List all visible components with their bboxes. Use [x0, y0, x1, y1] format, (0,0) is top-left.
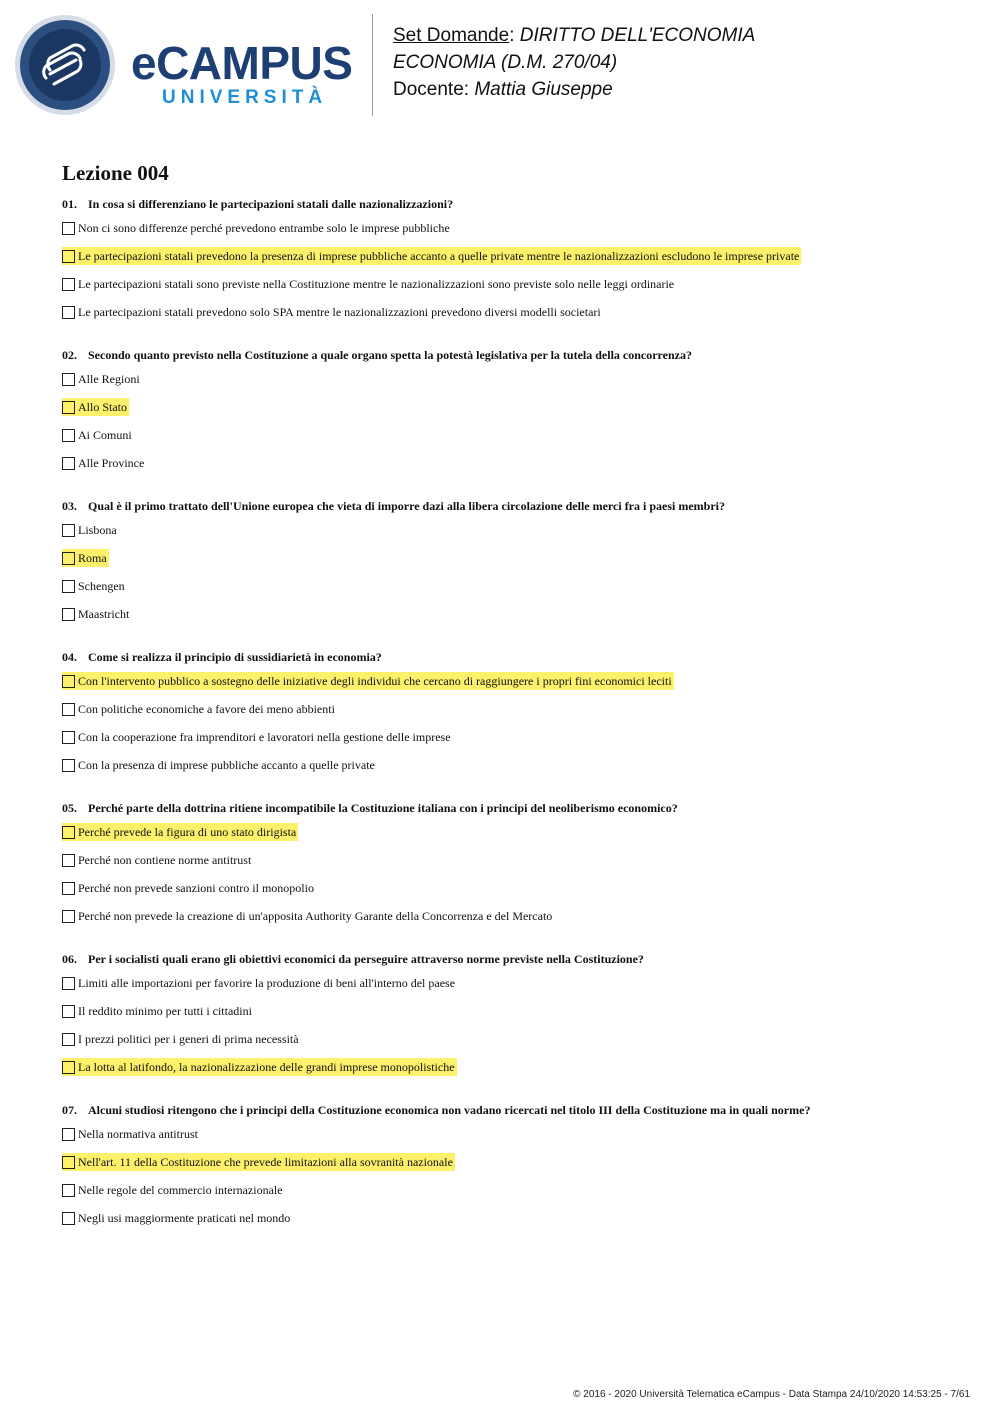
- answer-option[interactable]: [62, 370, 942, 398]
- answer-option[interactable]: [62, 756, 942, 784]
- answer-body: [62, 974, 457, 992]
- answer-text: La lotta al latifondo, la nazionalizzazione delle grandi imprese monopolistiche: [78, 1060, 455, 1074]
- question-label: Secondo quanto previsto nella Costituzione a quale organo spetta la potestà legislativa per la tutela della concorrenza?: [88, 348, 692, 362]
- question-number: 02.: [62, 348, 77, 362]
- question-block: [62, 951, 942, 1086]
- answer-checkbox[interactable]: [62, 552, 75, 565]
- answer-option[interactable]: [62, 728, 942, 756]
- answer-highlighted: [62, 247, 801, 265]
- question-block: [62, 1102, 942, 1237]
- answer-highlighted: [62, 398, 129, 416]
- answer-option[interactable]: [62, 907, 942, 935]
- set-label: Set Domande: [393, 25, 510, 46]
- docente-name: Mattia Giuseppe: [474, 79, 613, 100]
- question-text: [62, 951, 942, 967]
- answer-text: Schengen: [78, 579, 125, 593]
- answer-body: [62, 728, 453, 746]
- answer-text: Nelle regole del commercio internazionale: [78, 1183, 283, 1197]
- answer-body: [62, 577, 127, 595]
- answer-body: [62, 1030, 301, 1048]
- docente-label: Docente:: [393, 79, 470, 100]
- answer-body: [62, 370, 142, 388]
- answer-body: [62, 219, 452, 237]
- answer-text: Le partecipazioni statali prevedono la presenza di imprese pubbliche accanto a quelle private mentre le nazionalizzazioni escludono le imprese private: [78, 249, 800, 263]
- answer-text: Con l'intervento pubblico a sostegno delle iniziative degli individui che cercano di raggiungere i propri fini economici leciti: [78, 674, 672, 688]
- answer-checkbox[interactable]: [62, 1184, 75, 1197]
- answer-checkbox[interactable]: [62, 826, 75, 839]
- answer-text: Ai Comuni: [78, 428, 132, 442]
- answer-checkbox[interactable]: [62, 1033, 75, 1046]
- answer-text: Lisbona: [78, 523, 117, 537]
- answer-highlighted: [62, 823, 298, 841]
- answer-text: Le partecipazioni statali sono previste nella Costituzione mentre le nazionalizzazioni sono previste solo nelle leggi ordinarie: [78, 277, 675, 291]
- answer-highlighted: [62, 1153, 455, 1171]
- question-text: [62, 347, 942, 363]
- set-line: Set Domande: DIRITTO DELL'ECONOMIA: [393, 25, 756, 46]
- answer-text: Perché prevede la figura di uno stato dirigista: [78, 825, 297, 839]
- answer-checkbox[interactable]: [62, 608, 75, 621]
- answer-option[interactable]: [62, 823, 942, 851]
- answer-body: [62, 1125, 200, 1143]
- answer-option[interactable]: [62, 1125, 942, 1153]
- answer-option[interactable]: [62, 605, 942, 633]
- answer-checkbox[interactable]: [62, 759, 75, 772]
- answer-highlighted: [62, 1058, 457, 1076]
- answer-text: Nell'art. 11 della Costituzione che prevede limitazioni alla sovranità nazionale: [78, 1155, 453, 1169]
- question-list: [62, 196, 942, 1237]
- answer-option[interactable]: [62, 454, 942, 482]
- answer-body: [62, 303, 603, 321]
- set-title-line2: ECONOMIA (D.M. 270/04): [393, 52, 618, 73]
- question-text: [62, 498, 942, 514]
- answer-checkbox[interactable]: [62, 703, 75, 716]
- docente-line: [393, 76, 755, 103]
- answer-checkbox[interactable]: [62, 1212, 75, 1225]
- question-label: Perché parte della dottrina ritiene incompatibile la Costituzione italiana con i principi del neoliberismo economico?: [88, 801, 678, 815]
- answer-text: Con politiche economiche a favore dei meno abbienti: [78, 702, 335, 716]
- answer-option[interactable]: [62, 700, 942, 728]
- answer-text: Con la presenza di imprese pubbliche accanto a quelle private: [78, 758, 375, 772]
- answer-text: Allo Stato: [78, 400, 128, 414]
- answer-option[interactable]: [62, 426, 942, 454]
- answer-body: [62, 605, 131, 623]
- question-number: 05.: [62, 801, 77, 815]
- answer-text: Il reddito minimo per tutti i cittadini: [78, 1004, 252, 1018]
- question-number: 06.: [62, 952, 77, 966]
- page-footer: © 2016 - 2020 Università Telematica eCampus - Data Stampa 24/10/2020 14:53:25 - 7/61: [573, 1389, 970, 1400]
- answer-checkbox[interactable]: [62, 401, 75, 414]
- answer-option[interactable]: [62, 879, 942, 907]
- set-title-line1: DIRITTO DELL'ECONOMIA: [519, 25, 756, 46]
- question-block: [62, 498, 942, 633]
- answer-body: [62, 454, 146, 472]
- question-label: Come si realizza il principio di sussidiarietà in economia?: [88, 650, 382, 664]
- question-number: 03.: [62, 499, 77, 513]
- answer-text: Limiti alle importazioni per favorire la produzione di beni all'interno del paese: [78, 976, 456, 990]
- answer-body: [62, 756, 377, 774]
- answer-body: [62, 521, 119, 539]
- answer-option[interactable]: [62, 974, 942, 1002]
- question-label: In cosa si differenziano le partecipazioni statali dalle nazionalizzazioni?: [88, 197, 454, 211]
- answer-option[interactable]: [62, 1002, 942, 1030]
- answer-option[interactable]: [62, 1030, 942, 1058]
- answer-text: I prezzi politici per i generi di prima necessità: [78, 1032, 299, 1046]
- answer-highlighted: [62, 672, 674, 690]
- answer-body: [62, 1181, 285, 1199]
- answer-text: Perché non prevede la creazione di un'apposita Authority Garante della Concorrenza e del Mercato: [78, 909, 553, 923]
- answer-checkbox[interactable]: [62, 457, 75, 470]
- answer-checkbox[interactable]: [62, 854, 75, 867]
- answer-checkbox[interactable]: [62, 977, 75, 990]
- answer-text: Nella normativa antitrust: [78, 1127, 198, 1141]
- header-info: [393, 22, 755, 103]
- page-header: [0, 0, 1000, 130]
- answer-checkbox[interactable]: [62, 429, 75, 442]
- answer-text: Le partecipazioni statali prevedono solo SPA mentre le nazionalizzazioni prevedono diversi modelli societari: [78, 305, 601, 319]
- answer-text: Non ci sono differenze perché prevedono entrambe solo le imprese pubbliche: [78, 221, 450, 235]
- answer-checkbox[interactable]: [62, 882, 75, 895]
- answer-text: Con la cooperazione fra imprenditori e lavoratori nella gestione delle imprese: [78, 730, 451, 744]
- answer-checkbox[interactable]: [62, 524, 75, 537]
- answer-option[interactable]: [62, 398, 942, 426]
- answer-checkbox[interactable]: [62, 222, 75, 235]
- answer-checkbox[interactable]: [62, 910, 75, 923]
- answer-body: [62, 879, 316, 897]
- answer-checkbox[interactable]: [62, 1061, 75, 1074]
- question-number: 01.: [62, 197, 77, 211]
- answer-checkbox[interactable]: [62, 1005, 75, 1018]
- logo-wordmark: eCAMPUS: [131, 37, 353, 89]
- answer-option[interactable]: [62, 275, 942, 303]
- question-text: [62, 649, 942, 665]
- answer-text: Roma: [78, 551, 107, 565]
- answer-checkbox[interactable]: [62, 1128, 75, 1141]
- answer-checkbox[interactable]: [62, 278, 75, 291]
- question-text: [62, 1102, 942, 1118]
- answer-body: [62, 700, 337, 718]
- answer-option[interactable]: [62, 1058, 942, 1086]
- lesson-content: [62, 160, 942, 1253]
- answer-checkbox[interactable]: [62, 373, 75, 386]
- question-label: Qual è il primo trattato dell'Unione europea che vieta di imporre dazi alla libera circolazione delle merci fra i paesi membri?: [88, 499, 726, 513]
- question-text: [62, 800, 942, 816]
- answer-text: Maastricht: [78, 607, 130, 621]
- answer-option[interactable]: [62, 219, 942, 247]
- ecampus-emblem-icon: [14, 14, 116, 116]
- question-block: [62, 800, 942, 935]
- answer-body: [62, 426, 134, 444]
- answer-body: [62, 851, 253, 869]
- answer-option[interactable]: [62, 1181, 942, 1209]
- answer-body: [62, 907, 554, 925]
- answer-checkbox[interactable]: [62, 675, 75, 688]
- question-number: 07.: [62, 1103, 77, 1117]
- question-text: [62, 196, 942, 212]
- question-block: [62, 347, 942, 482]
- answer-checkbox[interactable]: [62, 731, 75, 744]
- answer-text: Alle Province: [78, 456, 145, 470]
- answer-body: [62, 1209, 292, 1227]
- answer-option[interactable]: [62, 521, 942, 549]
- answer-text: Negli usi maggiormente praticati nel mondo: [78, 1211, 291, 1225]
- question-label: Alcuni studiosi ritengono che i principi della Costituzione economica non vadano ricercati nel titolo III della Costituzione ma in quali norme?: [88, 1103, 811, 1117]
- answer-body: [62, 275, 676, 293]
- answer-highlighted: [62, 549, 109, 567]
- answer-text: Alle Regioni: [78, 372, 140, 386]
- answer-checkbox[interactable]: [62, 1156, 75, 1169]
- answer-option[interactable]: [62, 851, 942, 879]
- answer-checkbox[interactable]: [62, 306, 75, 319]
- question-label: Per i socialisti quali erano gli obiettivi economici da perseguire attraverso norme previste nella Costituzione?: [88, 952, 644, 966]
- answer-checkbox[interactable]: [62, 580, 75, 593]
- question-number: 04.: [62, 650, 77, 664]
- answer-checkbox[interactable]: [62, 250, 75, 263]
- answer-option[interactable]: [62, 1153, 942, 1181]
- lesson-title: Lezione 004: [62, 161, 169, 185]
- answer-option[interactable]: [62, 1209, 942, 1237]
- answer-option[interactable]: [62, 672, 942, 700]
- answer-option[interactable]: [62, 303, 942, 331]
- answer-option[interactable]: [62, 247, 942, 275]
- question-block: [62, 196, 942, 331]
- answer-option[interactable]: [62, 549, 942, 577]
- question-block: [62, 649, 942, 784]
- answer-body: [62, 1002, 254, 1020]
- answer-option[interactable]: [62, 577, 942, 605]
- logo-subtitle: UNIVERSITÀ: [162, 87, 328, 108]
- answer-text: Perché non prevede sanzioni contro il monopolio: [78, 881, 314, 895]
- answer-text: Perché non contiene norme antitrust: [78, 853, 252, 867]
- header-divider: [372, 14, 373, 116]
